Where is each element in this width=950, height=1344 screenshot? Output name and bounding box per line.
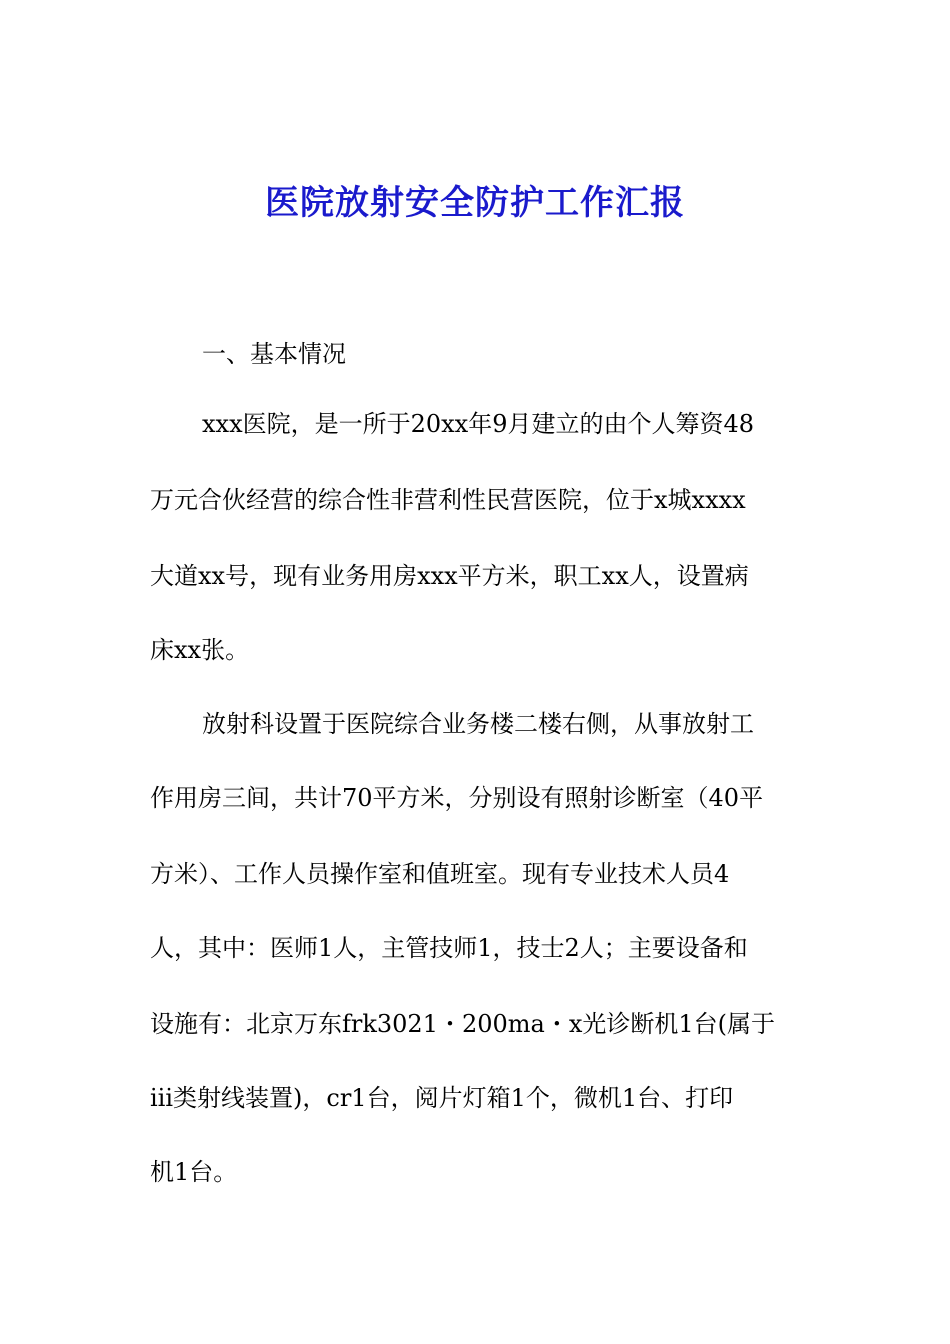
section-heading: 一、基本情况 (202, 340, 346, 368)
document-title: 医院放射安全防护工作汇报 (265, 183, 685, 223)
paragraph-line: 放射科设置于医院综合业务楼二楼右侧，从事放射工 (202, 710, 754, 738)
paragraph-line: 机1台。 (150, 1158, 238, 1186)
paragraph-line: ⅲ类射线装置)，cr1台，阅片灯箱1个，微机1台、打印 (150, 1084, 734, 1112)
paragraph-line: 方米）、工作人员操作室和值班室。现有专业技术人员4 (150, 860, 730, 888)
paragraph-line: 大道xx号，现有业务用房xxx平方米，职工xx人，设置病 (150, 562, 749, 590)
paragraph-line: 床xx张。 (150, 636, 250, 664)
paragraph-line: xxx医院，是一所于20xx年9月建立的由个人筹资48 (202, 410, 755, 438)
paragraph-line: 设施有：北京万东frk3021・200ma・x光诊断机1台(属于 (150, 1010, 776, 1038)
paragraph-line: 万元合伙经营的综合性非营利性民营医院，位于x城xxxx (150, 486, 746, 514)
paragraph-line: 人，其中：医师1人，主管技师1，技士2人；主要设备和 (150, 934, 748, 962)
paragraph-line: 作用房三间，共计70平方米，分别设有照射诊断室（40平 (150, 784, 764, 812)
